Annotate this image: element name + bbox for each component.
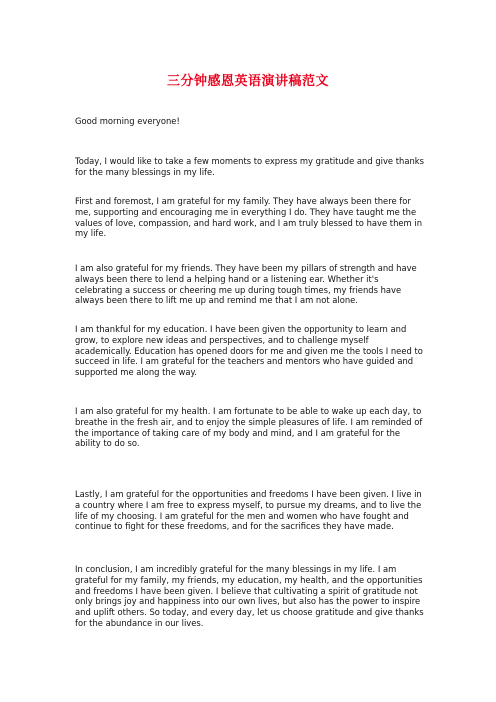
paragraph-conclusion: In conclusion, I am incredibly grateful for the many blessings in my life. I am grateful for my family, my friends, my education, my health, and the opportunities and freedoms I have been given. I believe that cultivating a spirit of gratitude not only brings joy and happiness into our own lives, but also has the power to inspire and uplift others. So today, and every day, let us choose gratitude and give thanks for the abundance in our lives. (75, 564, 424, 628)
paragraph-education: I am thankful for my education. I have been given the opportunity to learn and grow, to explore new ideas and perspectives, and to challenge myself academically. Education has opened doors for me and given me the tools I need to succeed in life. I am grateful for the teachers and mentors who have guided and supported me along the way. (75, 324, 423, 378)
paragraph-health: I am also grateful for my health. I am fortunate to be able to wake up each day, to breathe in the fresh air, and to enjoy the simple pleasures of life. I am reminded of the importance of taking care of my body and mind, and I am grateful for the ability to do so. (75, 406, 423, 449)
paragraph-greeting: Good morning everyone! (75, 116, 180, 126)
paragraph-intro: Today, I would like to take a few moments to express my gratitude and give thanks for the many blessings in my life. (75, 156, 424, 177)
document-title: 三分钟感恩英语演讲稿范文 (166, 74, 329, 89)
paragraph-freedoms: Lastly, I am grateful for the opportunities and freedoms I have been given. I live in a country where I am free to express myself, to pursue my dreams, and to live the life of my choosing. I am grateful for the men and women who have fought and continue to fight for these freedoms, and for the sacrifices they have made. (75, 489, 422, 532)
paragraph-friends: I am also grateful for my friends. They have been my pillars of strength and have always been there to lend a helping hand or a listening ear. Whether it's celebrating a success or cheering me up during tough times, my friends have always been there to lift me up and remind me that I am not alone. (75, 263, 417, 306)
paragraph-family: First and foremost, I am grateful for my family. They have always been there for me, supporting and encouraging me in everything I do. They have taught me the values of love, compassion, and hard work, and I am truly blessed to have them in my life. (75, 196, 423, 239)
